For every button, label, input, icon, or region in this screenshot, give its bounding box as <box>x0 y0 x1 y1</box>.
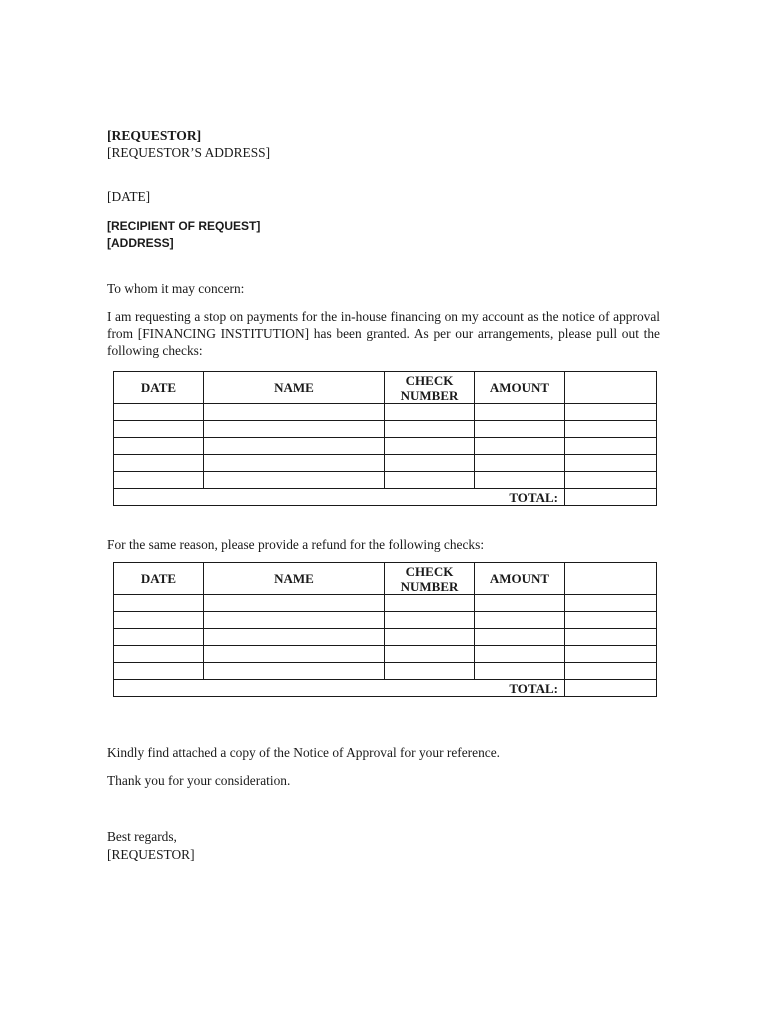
salutation: To whom it may concern: <box>107 281 245 296</box>
header-check-line1: CHECK <box>405 372 454 388</box>
intro-paragraph: I am requesting a stop on payments for the in-house financing on my account as the notice of approval from [FINANCING INSTITUTION] has been granted. As per our arrangements, please pull out the following checks: <box>107 309 660 358</box>
refund-paragraph: For the same reason, please provide a refund for the following checks: <box>107 537 485 552</box>
total-label: TOTAL: <box>114 680 565 697</box>
header-blank <box>565 563 657 595</box>
table-row <box>114 646 657 663</box>
table-row <box>114 595 657 612</box>
header-amount: AMOUNT <box>475 563 565 595</box>
header-check-number <box>385 372 475 404</box>
table-row <box>114 404 657 421</box>
table-row <box>114 421 657 438</box>
table-row <box>114 663 657 680</box>
recipient-address: [ADDRESS] <box>107 236 174 250</box>
total-value <box>565 489 657 506</box>
attachment-line: Kindly find attached a copy of the Notice of Approval for your reference. <box>107 745 501 760</box>
recipient-name: [RECIPIENT OF REQUEST] <box>107 219 261 233</box>
table-header-row <box>114 372 657 404</box>
requestor-address: [REQUESTOR’S ADDRESS] <box>107 145 271 160</box>
letter-date: [DATE] <box>107 189 151 204</box>
table-row <box>114 438 657 455</box>
header-date: DATE <box>114 563 204 595</box>
header-name: NAME <box>204 563 385 595</box>
table-row <box>114 612 657 629</box>
header-check-line2: NUMBER <box>400 387 459 403</box>
header-blank <box>565 372 657 404</box>
header-date: DATE <box>114 372 204 404</box>
header-check-line1: CHECK <box>405 563 454 579</box>
header-amount: AMOUNT <box>475 372 565 404</box>
total-row <box>114 680 657 697</box>
refund-table <box>113 562 657 697</box>
table-row <box>114 472 657 489</box>
thanks-line: Thank you for your consideration. <box>107 773 291 788</box>
table-row <box>114 629 657 646</box>
requestor-name: [REQUESTOR] <box>107 128 202 143</box>
total-row <box>114 489 657 506</box>
header-name: NAME <box>204 372 385 404</box>
table-header-row <box>114 563 657 595</box>
header-check-line2: NUMBER <box>400 578 459 594</box>
total-label: TOTAL: <box>114 489 565 506</box>
closing: Best regards, <box>107 829 177 844</box>
table-row <box>114 455 657 472</box>
stop-payment-table <box>113 371 657 506</box>
total-value <box>565 680 657 697</box>
signature: [REQUESTOR] <box>107 847 195 862</box>
header-check-number <box>385 563 475 595</box>
